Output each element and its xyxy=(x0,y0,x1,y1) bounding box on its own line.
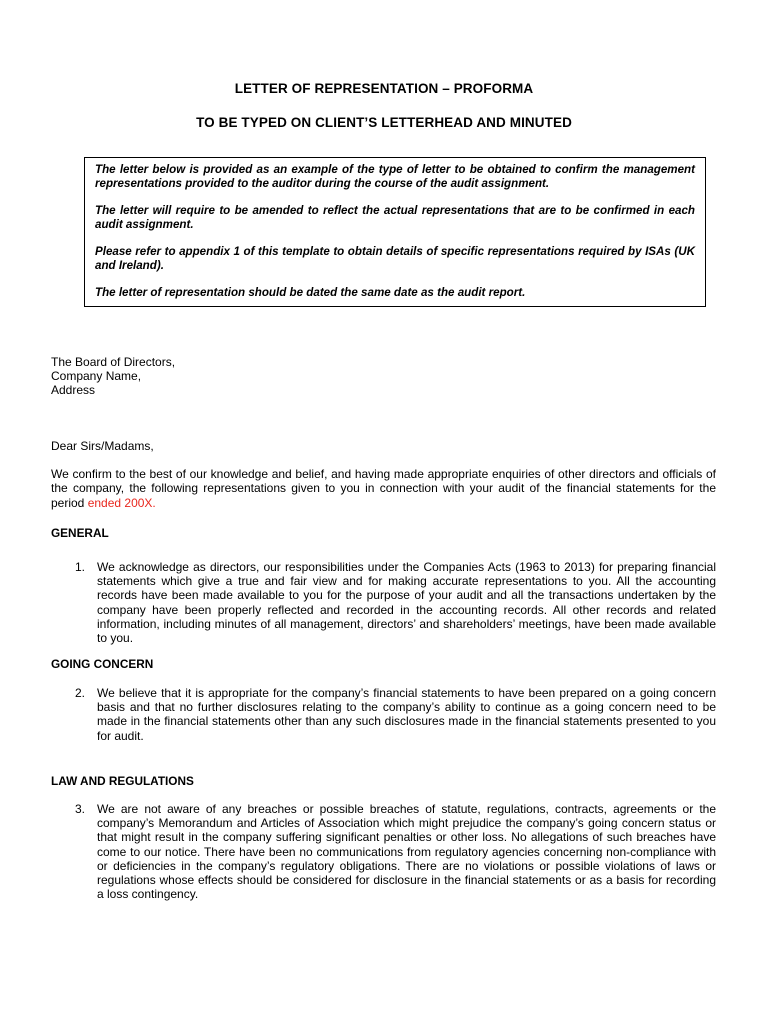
address-line: Company Name, xyxy=(51,369,142,383)
notice-paragraph: The letter of representation should be dated the same date as the audit report. xyxy=(95,286,526,299)
notice-paragraph: The letter will require to be amended to reflect the actual representations that are to be confirmed in each audit assignment. xyxy=(95,204,695,231)
section-heading-general: GENERAL xyxy=(51,526,109,540)
notice-paragraph: Please refer to appendix 1 of this template to obtain details of specific representations required by ISAs (UK and Ireland). xyxy=(95,245,695,272)
item-text: We acknowledge as directors, our responsibilities under the Companies Acts (1963 to 2013) for preparing financial statements which give a true and fair view and for making accurate representations to you. All the accounting records have been made available to you for the purpose of your audit and all the transactions undertaken by the company have been properly reflected and recorded in the accounting records. All other records and related information, including minutes of all management, directors’ and shareholders’ meetings, have been made available to you. xyxy=(97,560,716,646)
representation-item xyxy=(51,802,716,901)
intro-text: We confirm to the best of our knowledge and belief, and having made appropriate enquiries of other directors and officials of the company, the following representations given to you in connection with your audit of the financial statements for the period xyxy=(51,467,716,510)
document-subtitle: TO BE TYPED ON CLIENT’S LETTERHEAD AND MINUTED xyxy=(196,115,572,130)
representation-item xyxy=(51,560,716,645)
address-line: Address xyxy=(51,383,96,397)
item-text: We believe that it is appropriate for the company’s financial statements to have been prepared on a going concern basis and that no further disclosures relating to the company’s ability to continue as a going concern need to be made in the financial statements other than any such disclosures made in the financial statements presented to you for audit. xyxy=(97,686,716,743)
item-number: 1. xyxy=(75,560,86,574)
salutation: Dear Sirs/Madams, xyxy=(51,439,154,453)
document-title: LETTER OF REPRESENTATION – PROFORMA xyxy=(234,81,534,96)
representation-item xyxy=(51,686,716,743)
recipient-address xyxy=(51,355,175,397)
item-number: 3. xyxy=(75,802,86,816)
item-number: 2. xyxy=(75,686,86,700)
address-line: The Board of Directors, xyxy=(51,355,176,369)
instruction-notice-box xyxy=(84,157,706,307)
item-text: We are not aware of any breaches or possible breaches of statute, regulations, contracts, agreements or the company’s Memorandum and Articles of Association which might prejudice the company’s going concern status or that might result in the company suffering significant penalties or other loss. No allegations of such breaches have come to our notice. There have been no communications from regulatory agencies concerning non-compliance with or deficiencies in the company’s regulatory obligations. There are no violations or possible violations of laws or regulations whose effects should be considered for disclosure in the financial statements or as a basis for recording a loss contingency. xyxy=(97,802,716,902)
notice-paragraph: The letter below is provided as an example of the type of letter to be obtained to confirm the management representations provided to the auditor during the course of the audit assignment. xyxy=(95,163,695,190)
section-heading-law-and-regulations: LAW AND REGULATIONS xyxy=(51,774,194,788)
intro-period-highlight: ended 200X. xyxy=(87,495,156,510)
section-heading-going-concern: GOING CONCERN xyxy=(51,657,154,671)
intro-paragraph xyxy=(51,467,716,510)
